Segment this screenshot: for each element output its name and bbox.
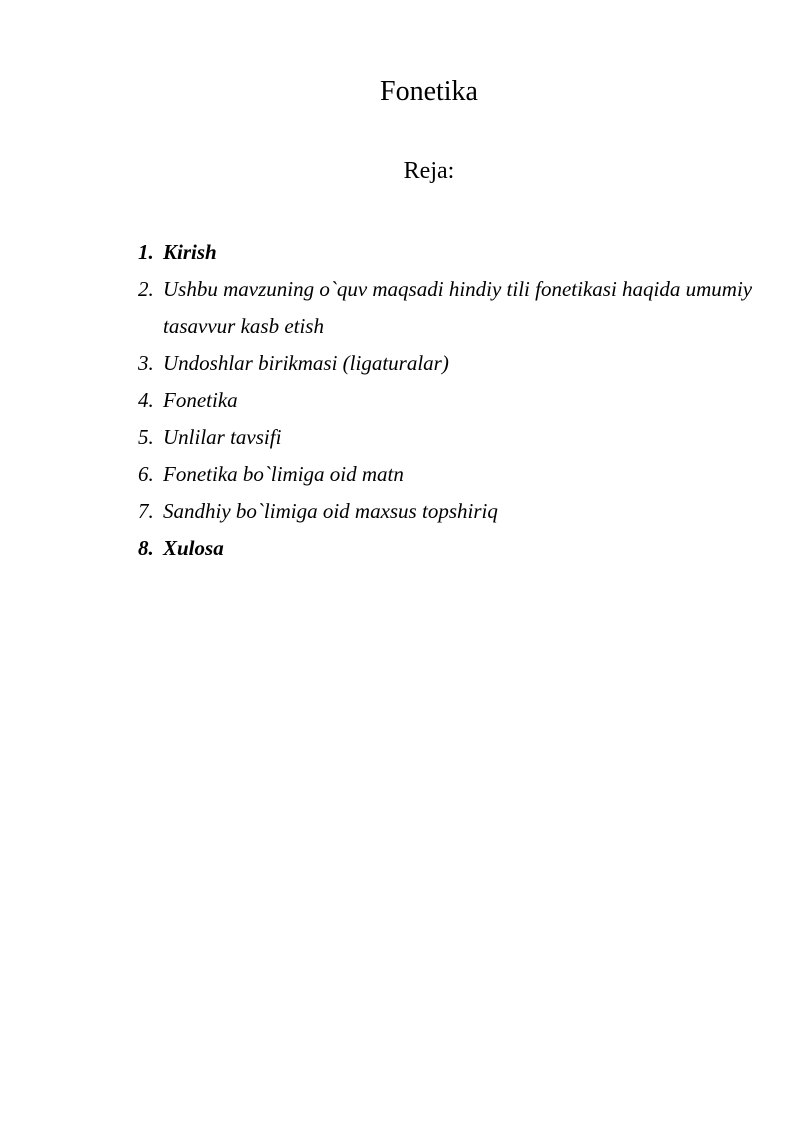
plan-heading: Reja:	[403, 158, 455, 184]
plan-item-text: Unlilar tavsifi	[163, 425, 282, 449]
plan-item-text: Ushbu mavzuning o`quv maqsadi hindiy tili fonetikasi haqida umumiy tasavvur kasb etish	[163, 277, 753, 338]
plan-item-text: Xulosa	[163, 536, 224, 560]
plan-item-number: 3.	[138, 351, 154, 375]
plan-item-number: 7.	[138, 499, 154, 523]
plan-item-number: 4.	[138, 388, 154, 412]
plan-item-text: Kirish	[163, 240, 217, 264]
plan-list	[138, 234, 758, 567]
plan-item-text: Fonetika	[163, 388, 238, 412]
plan-item-vowels	[138, 419, 758, 456]
page-title: Fonetika	[380, 76, 478, 107]
plan-item-number: 6.	[138, 462, 154, 486]
plan-item-phonetics-text	[138, 456, 758, 493]
plan-item-number: 1.	[138, 240, 154, 264]
plan-item-introduction	[138, 234, 758, 271]
plan-item-phonetics	[138, 382, 758, 419]
plan-item-conclusion	[138, 530, 758, 567]
plan-item-objective	[138, 271, 758, 345]
plan-item-ligatures	[138, 345, 758, 382]
plan-item-text: Sandhiy bo`limiga oid maxsus topshiriq	[163, 499, 498, 523]
plan-item-number: 5.	[138, 425, 154, 449]
plan-item-number: 8.	[138, 536, 154, 560]
plan-item-text: Undoshlar birikmasi (ligaturalar)	[163, 351, 449, 375]
plan-item-number: 2.	[138, 277, 154, 301]
plan-item-text: Fonetika bo`limiga oid matn	[163, 462, 404, 486]
plan-item-sandhi-task	[138, 493, 758, 530]
